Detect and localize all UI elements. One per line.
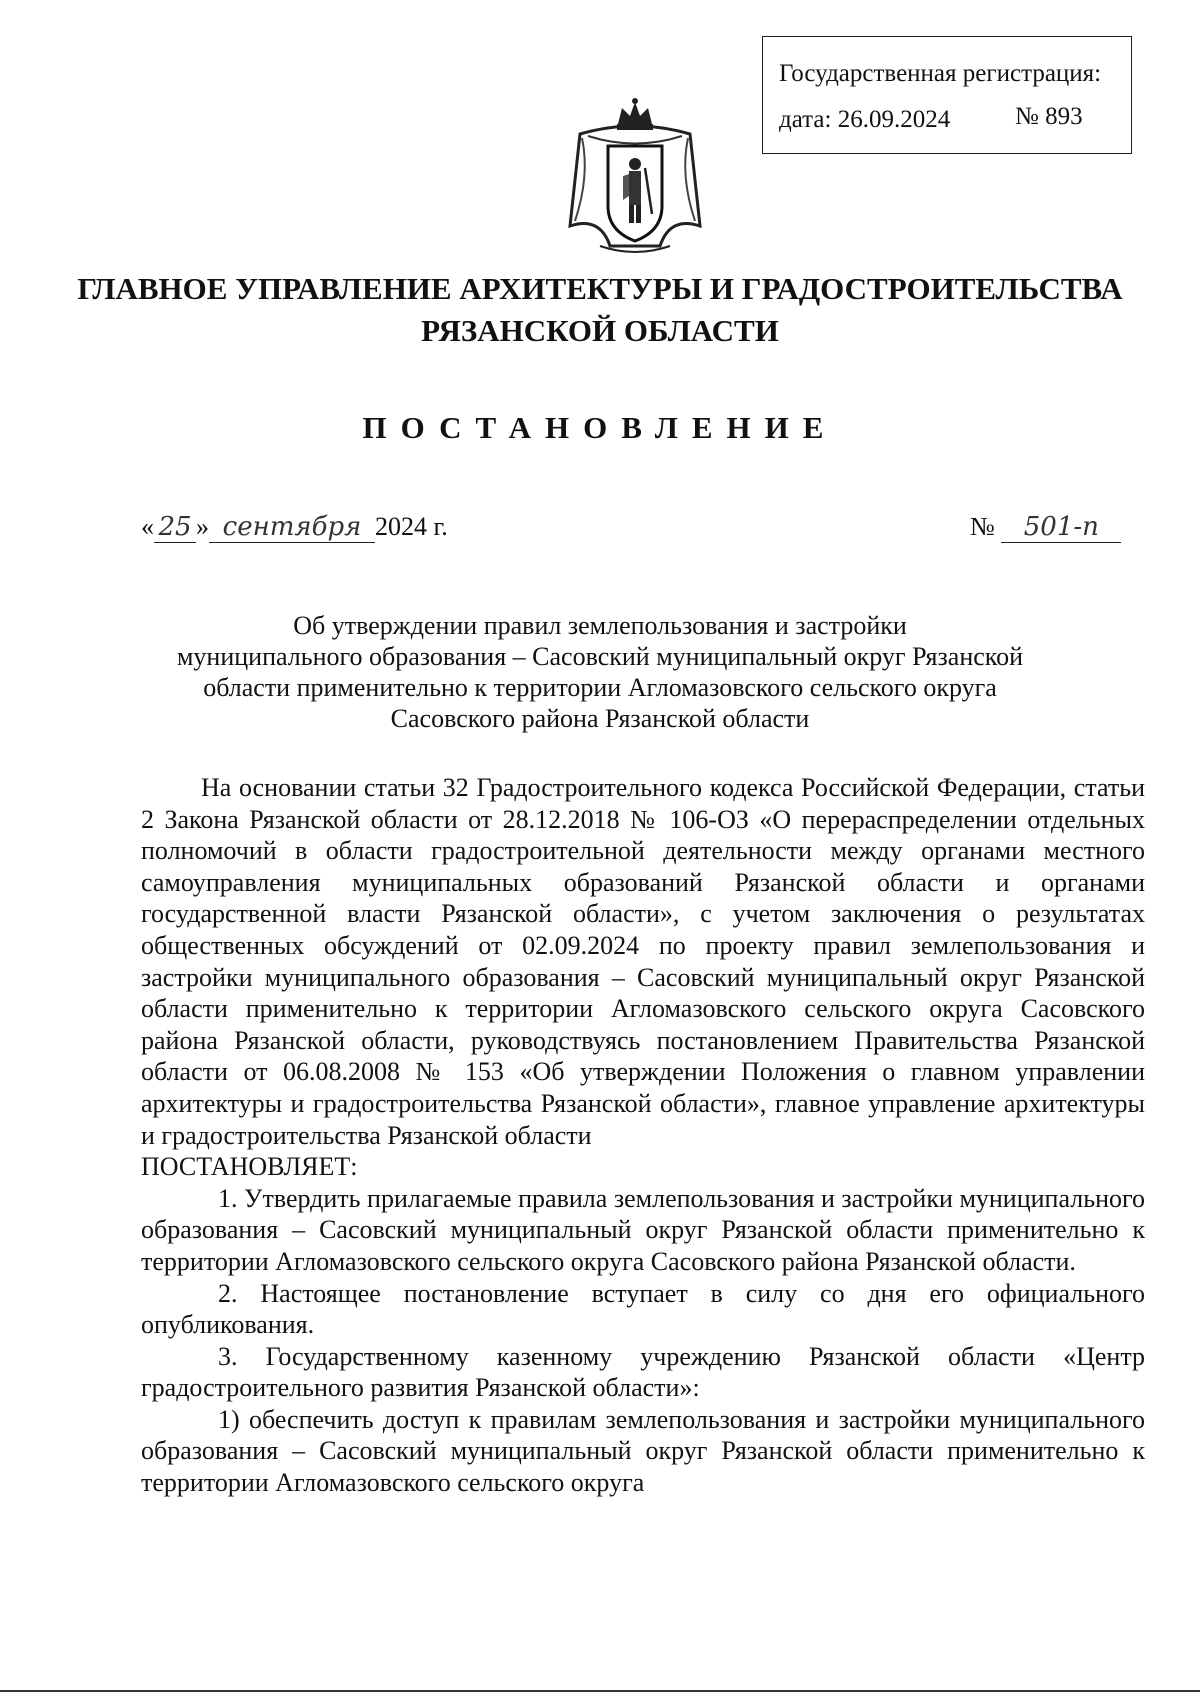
preamble-paragraph: На основании статьи 32 Градостроительного кодекса Российской Федерации, статьи 2 Закона Рязанской области от 28.12.2018 № 106-ОЗ «О перераспределении отдельных полномочий в области градостроительной деятельности между органами местного самоуправления муниципальных образований Рязанской области и органами государственной власти Рязанской области», с учетом заключения о результатах общественных обсуждений от 02.09.2024 по проекту правил землепользования и застройки муниципального образования – Сасовский муниципальный округ Рязанской области применительно к территории Агломазовского сельского округа Сасовского района Рязанской области, руководствуясь постановлением Правительства Рязанской области от 06.08.2008 № 153 «Об утверждении Положения о главном управлении архитектуры и градостроительства Рязанской области», главное управление архитектуры и градостроительства Рязанской области (141, 773, 1145, 1150)
document-subject (150, 610, 1050, 734)
page-bottom-rule (0, 1690, 1200, 1692)
number-handwritten: 501-п (1001, 512, 1121, 543)
registration-title: Государственная регистрация: (779, 60, 1102, 87)
organization-name (0, 268, 1200, 352)
decree-word: ПОСТАНОВЛЯЕТ: (141, 1152, 358, 1182)
document-body (141, 772, 1145, 1499)
ryazan-coat-of-arms-icon (560, 96, 710, 256)
document-type: ПОСТАНОВЛЕНИЕ (362, 410, 838, 445)
document-number (970, 512, 1121, 543)
date-open-quote: « (141, 512, 154, 541)
subject-line3: области применительно к территории Агломазовского сельского округа (203, 673, 997, 702)
date-year: 2024 г. (375, 512, 448, 541)
organization-name-line1: ГЛАВНОЕ УПРАВЛЕНИЕ АРХИТЕКТУРЫ И ГРАДОСТРОИТЕЛЬСТВА (77, 271, 1123, 306)
date-month-handwritten: сентября (209, 512, 375, 543)
subject-line4: Сасовского района Рязанской области (390, 704, 810, 733)
item-3-paragraph: 3. Государственному казенному учреждению Рязанской области «Центр градостроительного развития Рязанской области»: (141, 1341, 1145, 1403)
subject-line1: Об утверждении правил землепользования и застройки (293, 611, 907, 640)
item-3-1-paragraph: 1) обеспечить доступ к правилам землепользования и застройки муниципального образования – Сасовский муниципальный округ Рязанской области применительно к территории Агломазовского сельского округа (141, 1404, 1145, 1498)
item-1-paragraph: 1. Утвердить прилагаемые правила землепользования и застройки муниципального образования – Сасовский муниципальный округ Рязанской области применительно к территории Агломазовского сельского округа Сасовского района Рязанской области. (141, 1183, 1145, 1276)
number-prefix: № (970, 512, 995, 541)
item-2-paragraph: 2. Настоящее постановление вступает в силу со дня его официального опубликования. (141, 1278, 1145, 1340)
date-close-quote: » (196, 512, 209, 541)
registration-date: дата: 26.09.2024 (779, 106, 951, 133)
subject-line2: муниципального образования – Сасовский муниципальный округ Рязанской (176, 642, 1024, 671)
organization-name-line2: РЯЗАНСКОЙ ОБЛАСТИ (421, 313, 779, 348)
document-date (141, 512, 448, 543)
registration-number: № 893 (1015, 103, 1083, 130)
registration-stamp (762, 36, 1132, 154)
date-day-handwritten: 25 (154, 512, 196, 543)
